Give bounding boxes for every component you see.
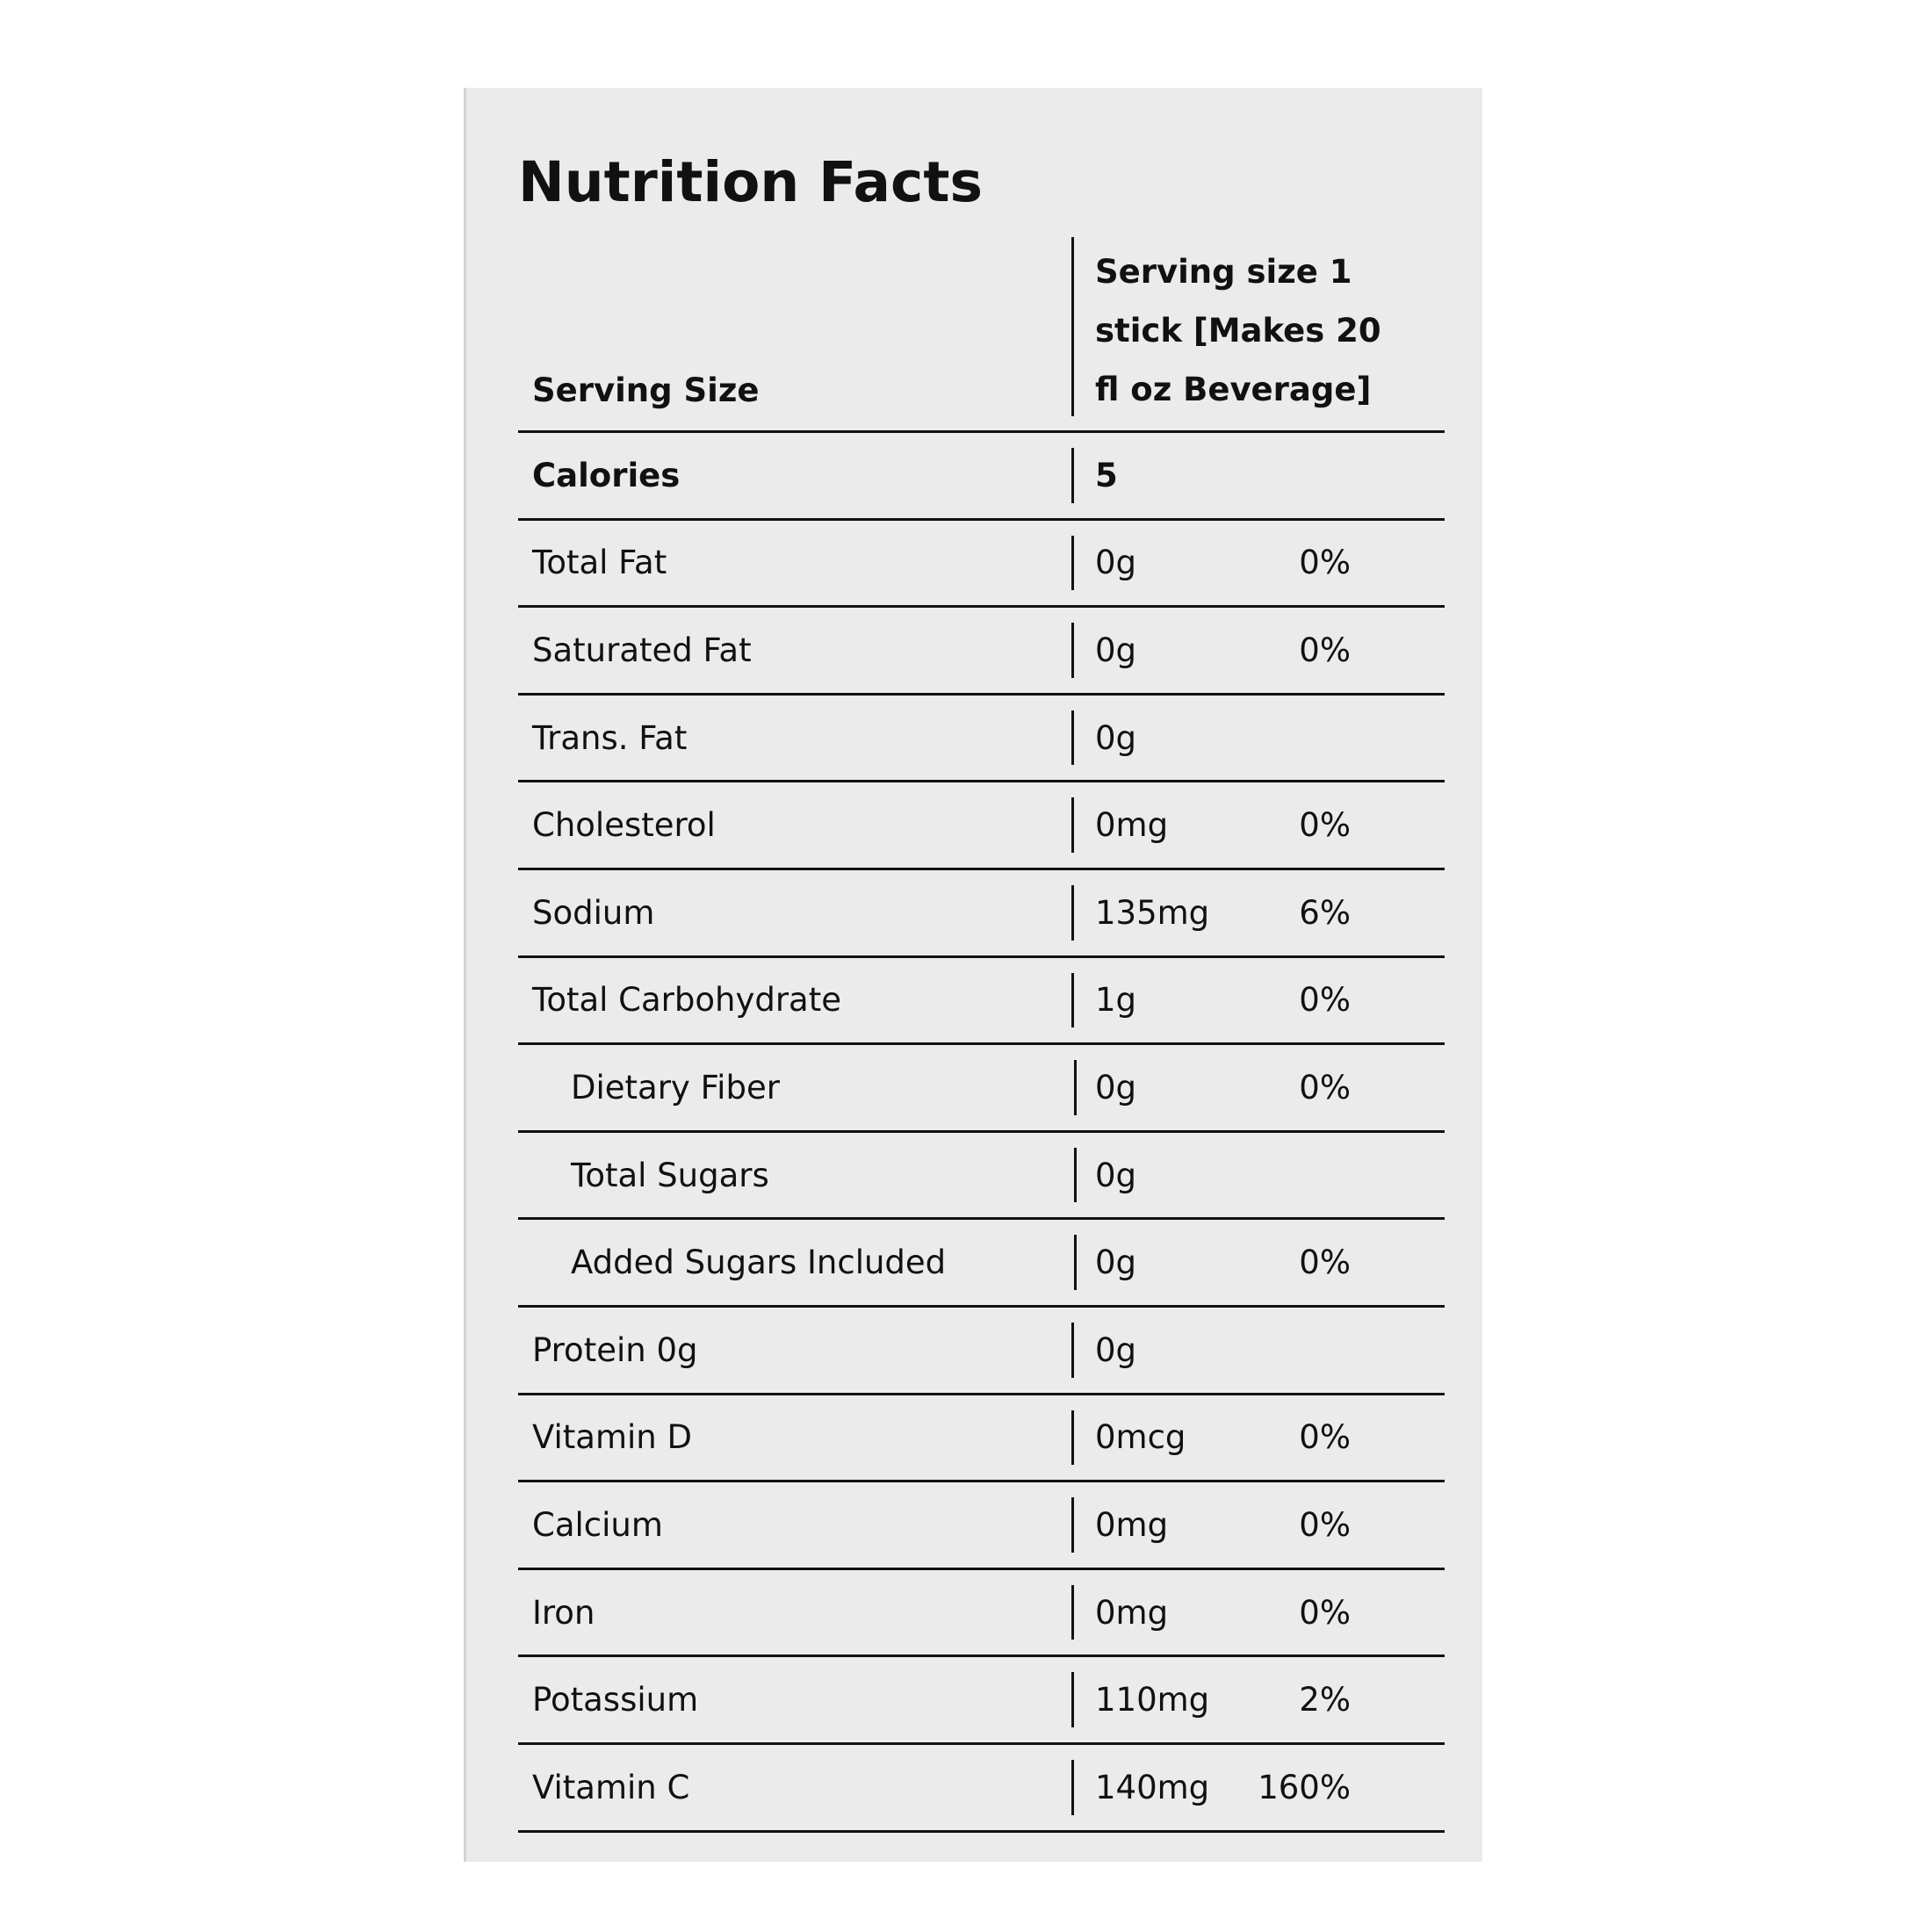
nutrient-amount: 0mcg [1095, 1418, 1186, 1457]
daily-value-percent [1194, 1308, 1449, 1393]
daily-value-percent: 6% [1299, 893, 1351, 932]
column-divider [1074, 1235, 1077, 1290]
daily-value-percent [1194, 1133, 1449, 1218]
nutrient-amount: 0g [1095, 1068, 1137, 1107]
column-divider [1071, 623, 1074, 678]
column-divider [1071, 448, 1074, 503]
table-row [518, 1220, 1445, 1308]
nutrient-amount: 0g [1095, 631, 1137, 669]
daily-value-percent: 160% [1258, 1768, 1351, 1806]
nutrient-name: Protein 0g [532, 1330, 698, 1369]
table-row [518, 521, 1445, 609]
nutrient-name: Trans. Fat [532, 718, 688, 757]
table-row [518, 696, 1445, 783]
daily-value-percent: 0% [1299, 1593, 1351, 1632]
nutrition-table [518, 237, 1445, 1833]
daily-value-percent: 0% [1299, 1505, 1351, 1544]
nutrient-name: Total Carbohydrate [532, 981, 842, 1020]
table-row [518, 1133, 1445, 1221]
column-divider [1071, 536, 1074, 591]
nutrient-name: Total Sugars [571, 1156, 769, 1194]
nutrient-amount: 0g [1095, 718, 1137, 757]
nutrient-amount: 140mg [1095, 1768, 1210, 1806]
table-row [518, 1482, 1445, 1570]
nutrient-amount: 0g [1095, 544, 1137, 582]
daily-value-percent: 0% [1299, 1418, 1351, 1457]
column-divider [1074, 1060, 1077, 1115]
column-divider [1071, 885, 1074, 941]
daily-value-percent: 0% [1299, 981, 1351, 1020]
nutrient-amount: 0mg [1095, 1593, 1169, 1632]
column-divider [1071, 1410, 1074, 1466]
nutrient-name: Saturated Fat [532, 631, 752, 669]
column-divider [1071, 1585, 1074, 1640]
daily-value-percent: 0% [1299, 1068, 1351, 1107]
column-divider [1074, 1148, 1077, 1203]
table-row [518, 433, 1445, 521]
daily-value-percent: 2% [1299, 1681, 1351, 1719]
table-row [518, 1657, 1445, 1745]
daily-value-percent [1194, 696, 1449, 781]
table-row [518, 870, 1445, 958]
column-divider [1071, 973, 1074, 1028]
table-row [518, 1308, 1445, 1395]
table-row [518, 1745, 1445, 1833]
nutrient-name: Calcium [532, 1505, 663, 1544]
nutrient-amount: 0mg [1095, 1505, 1169, 1544]
serving-size-value: Serving size 1 stick [Makes 20 fl oz Beverage] [1095, 253, 1381, 408]
nutrient-name: Sodium [532, 893, 655, 932]
daily-value-percent: 0% [1299, 806, 1351, 845]
daily-value-percent [1194, 433, 1449, 518]
nutrient-amount: 0mg [1095, 806, 1169, 845]
serving-size-row [518, 237, 1445, 433]
daily-value-percent: 0% [1299, 544, 1351, 582]
nutrient-name: Calories [532, 456, 681, 494]
column-divider [1071, 710, 1074, 766]
table-row [518, 782, 1445, 870]
nutrient-name: Dietary Fiber [571, 1068, 780, 1107]
nutrient-name: Vitamin D [532, 1418, 692, 1457]
nutrient-name: Cholesterol [532, 806, 716, 845]
table-row [518, 608, 1445, 696]
column-divider [1071, 1760, 1074, 1815]
nutrient-amount: 5 [1095, 456, 1118, 494]
nutrient-amount: 0g [1095, 1156, 1137, 1194]
table-row [518, 958, 1445, 1046]
daily-value-percent: 0% [1299, 1244, 1351, 1282]
nutrient-name: Total Fat [532, 544, 667, 582]
table-row [518, 1045, 1445, 1133]
nutrient-name: Potassium [532, 1681, 699, 1719]
nutrient-amount: 1g [1095, 981, 1137, 1020]
nutrient-name: Vitamin C [532, 1768, 690, 1806]
column-divider [1071, 797, 1074, 853]
column-divider [1071, 237, 1074, 416]
nutrient-amount: 135mg [1095, 893, 1210, 932]
column-divider [1071, 1323, 1074, 1378]
nutrient-amount: 110mg [1095, 1681, 1210, 1719]
daily-value-percent: 0% [1299, 631, 1351, 669]
nutrient-name: Added Sugars Included [571, 1244, 947, 1282]
serving-size-label: Serving Size [532, 371, 760, 409]
table-row [518, 1570, 1445, 1658]
column-divider [1071, 1672, 1074, 1727]
nutrient-amount: 0g [1095, 1330, 1137, 1369]
nutrient-name: Iron [532, 1593, 595, 1632]
nutrient-amount: 0g [1095, 1244, 1137, 1282]
table-row [518, 1395, 1445, 1483]
column-divider [1071, 1497, 1074, 1553]
nutrition-facts-title: Nutrition Facts [518, 150, 983, 214]
